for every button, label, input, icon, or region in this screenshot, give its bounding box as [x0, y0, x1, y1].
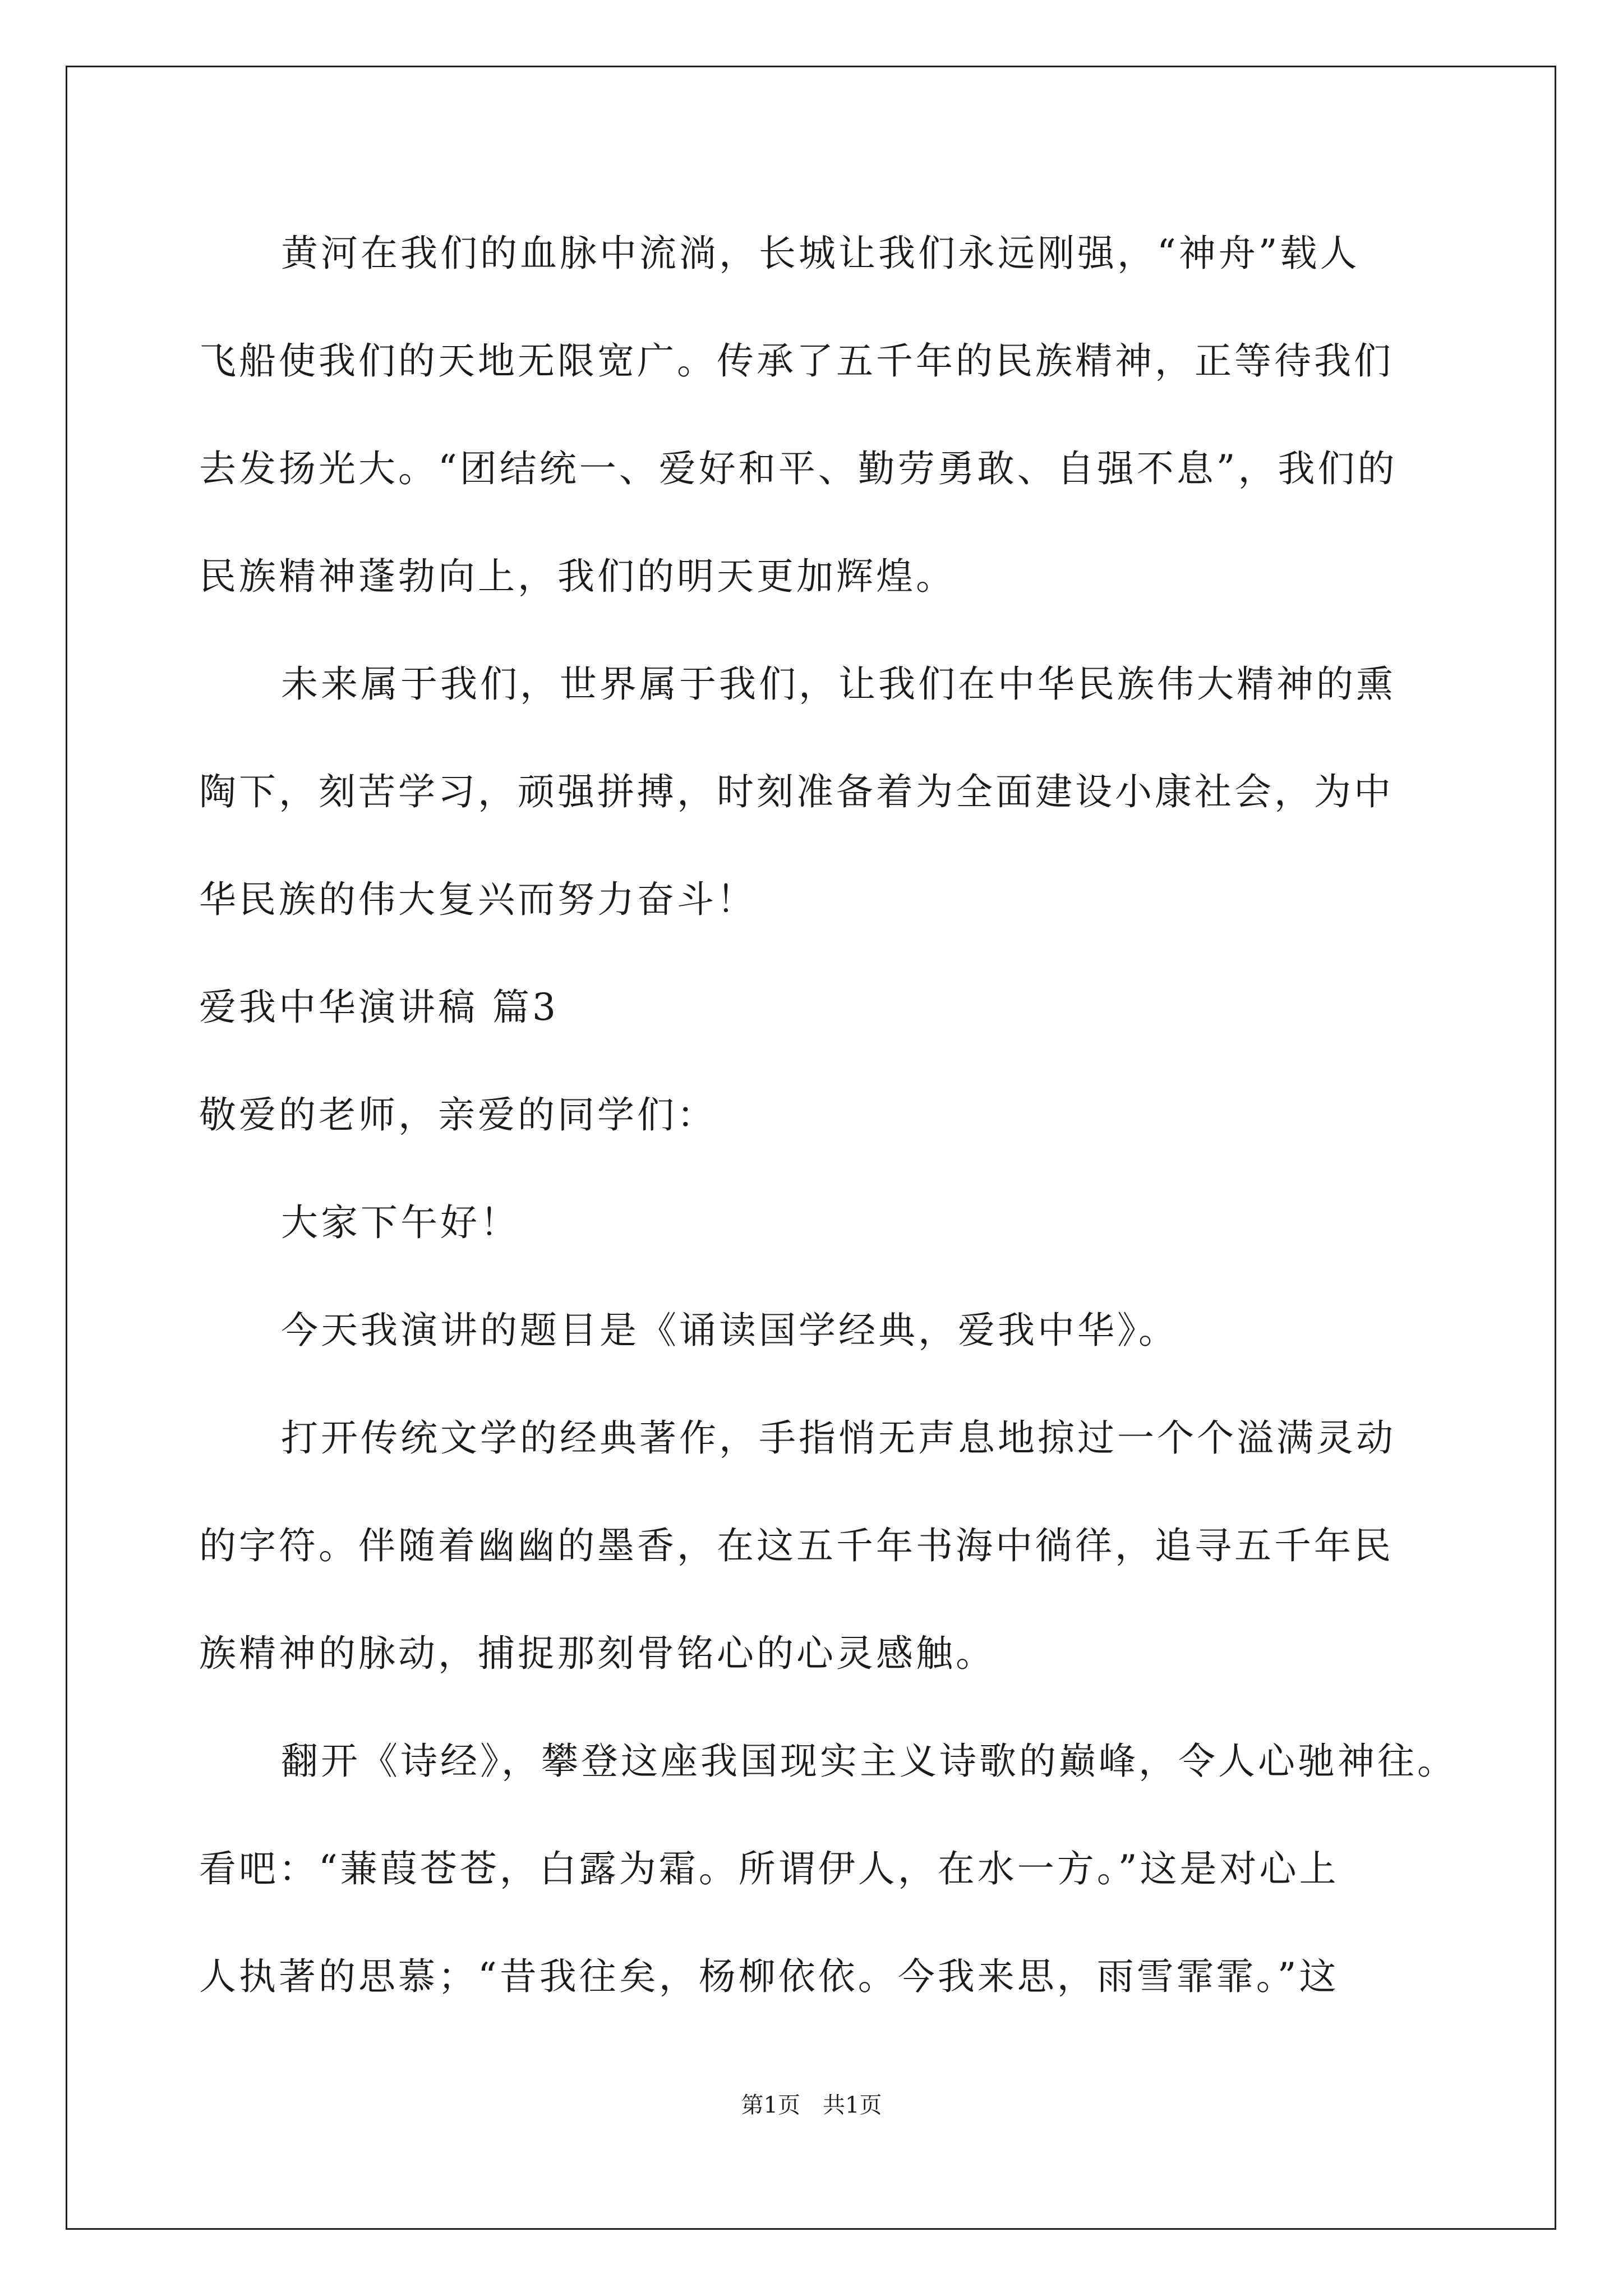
paragraph-line: 今天我演讲的题目是《诵读国学经典，爱我中华》。 — [281, 1309, 1178, 1352]
paragraph-line: 未来属于我们，世界属于我们，让我们在中华民族伟大精神的熏 — [281, 662, 1396, 706]
paragraph-line: 的字符。伴随着幽幽的墨香，在这五千年书海中徜徉，追寻五千年民 — [199, 1524, 1394, 1567]
section-heading: 爱我中华演讲稿 篇3 — [199, 986, 559, 1029]
salutation: 敬爱的老师，亲爱的同学们： — [199, 1093, 717, 1137]
paragraph-line: 民族精神蓬勃向上，我们的明天更加辉煌。 — [199, 555, 956, 598]
document-body — [199, 220, 1457, 2051]
paragraph-line: 族精神的脉动，捕捉那刻骨铭心的心灵感触。 — [199, 1632, 995, 1675]
paragraph-line: 打开传统文学的经典著作，手指悄无声息地掠过一个个溢满灵动 — [281, 1416, 1396, 1460]
page-number-footer: 第1页 共1页 — [741, 2092, 882, 2118]
paragraph-line: 华民族的伟大复兴而努力奋斗！ — [199, 878, 757, 921]
paragraph-line: 去发扬光大。“团结统一、爱好和平、勤劳勇敢、自强不息”，我们的 — [199, 447, 1398, 490]
paragraph-line: 陶下，刻苦学习，顽强拼搏，时刻准备着为全面建设小康社会，为中 — [199, 770, 1394, 813]
paragraph-line: 黄河在我们的血脉中流淌，长城让我们永远刚强，“神舟”载人 — [281, 232, 1360, 275]
paragraph-line: 飞船使我们的天地无限宽广。传承了五千年的民族精神，正等待我们 — [199, 339, 1394, 383]
paragraph-line: 看吧：“蒹葭苍苍，白露为霜。所谓伊人，在水一方。”这是对心上 — [199, 1847, 1339, 1890]
paragraph-line: 人执著的思慕；“昔我往矣，杨柳依依。今我来思，雨雪霏霏。”这 — [199, 1955, 1339, 1998]
greeting: 大家下午好！ — [281, 1201, 520, 1244]
paragraph-line: 翻开《诗经》，攀登这座我国现实主义诗歌的巅峰，令人心驰神往。 — [281, 1740, 1457, 1783]
